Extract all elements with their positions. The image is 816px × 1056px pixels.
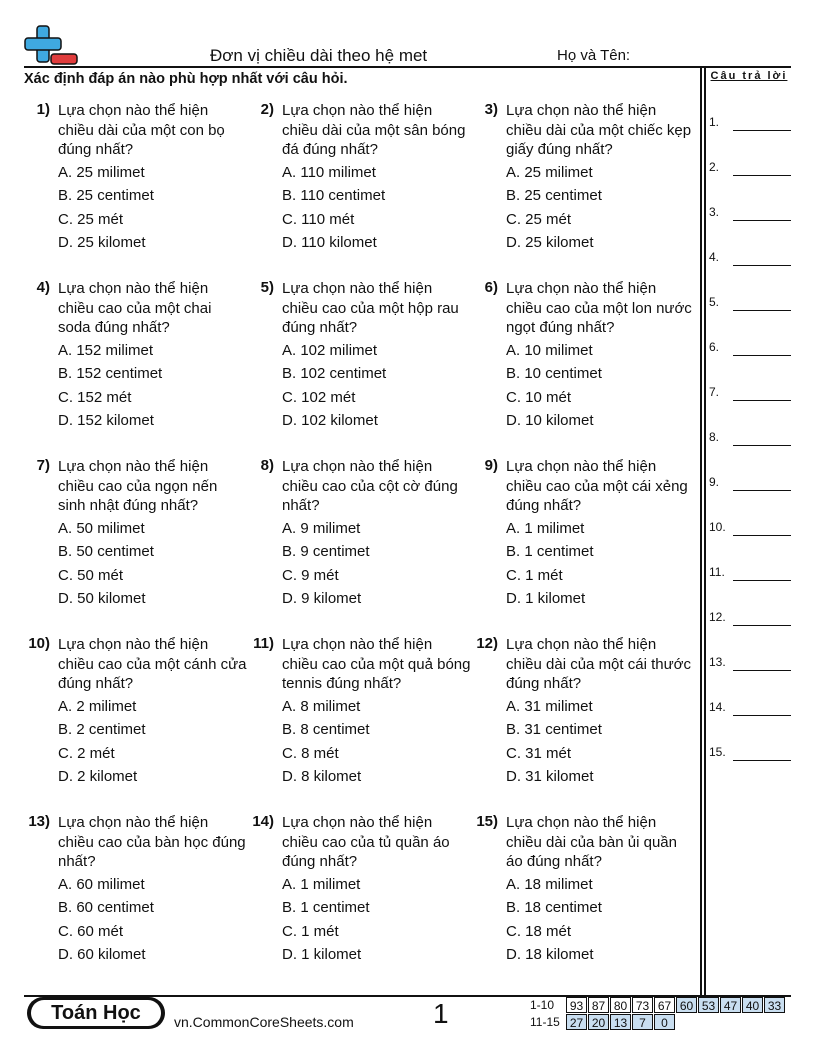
question-number: 3) <box>484 101 498 118</box>
question-number: 8) <box>260 457 274 474</box>
question-number: 13) <box>28 813 50 830</box>
answer-option: A. 8 milimet <box>282 698 361 715</box>
website-link[interactable]: vn.CommonCoreSheets.com <box>174 1014 354 1030</box>
answer-option: D. 18 kilomet <box>506 945 594 963</box>
answer-option: D. 60 kilomet <box>58 945 146 963</box>
answer-label: 3. <box>709 205 720 219</box>
answer-blank[interactable] <box>733 220 791 221</box>
answer-option: D. 152 kilomet <box>58 411 154 429</box>
answer-blank[interactable] <box>733 175 791 176</box>
answer-option: B. 1 centimet <box>506 543 594 561</box>
answer-blank[interactable] <box>733 670 791 671</box>
score-cell: 80 <box>610 997 631 1013</box>
answer-option: C. 31 mét <box>506 744 572 762</box>
question-number: 15) <box>476 813 498 830</box>
answer-option: A. 2 milimet <box>58 698 137 715</box>
page-number: 1 <box>433 998 449 1029</box>
answer-option: B. 18 centimet <box>506 899 602 917</box>
answer-option: B. 60 centimet <box>58 899 154 917</box>
question-number: 7) <box>36 457 50 474</box>
answer-blank[interactable] <box>733 625 791 626</box>
answer-column-divider <box>704 66 706 995</box>
question-text: Lựa chọn nào thể hiện chiều dài của một con bọ đúng nhất? <box>58 102 225 158</box>
question-number: 4) <box>36 279 50 296</box>
answer-option: D. 10 kilomet <box>506 411 594 429</box>
answer-option: B. 10 centimet <box>506 365 602 383</box>
answer-label: 2. <box>709 160 720 174</box>
answer-option: A. 25 milimet <box>58 164 145 181</box>
answer-option: B. 102 centimet <box>282 365 387 383</box>
answer-option: D. 25 kilomet <box>506 233 594 251</box>
answer-label: 12. <box>709 610 726 624</box>
answer-blank[interactable] <box>733 310 791 311</box>
answer-label: 11. <box>709 565 725 579</box>
answer-option: A. 50 milimet <box>58 520 145 537</box>
plus-minus-logo-icon <box>24 24 80 68</box>
answer-option: C. 1 mét <box>282 922 339 940</box>
question-text: Lựa chọn nào thể hiện chiều dài của một chiếc kẹp giấy đúng nhất? <box>506 102 692 158</box>
question-text: Lựa chọn nào thể hiện chiều cao của một lon nước ngọt đúng nhất? <box>506 280 692 336</box>
worksheet-title: Đơn vị chiều dài theo hệ met <box>210 46 428 65</box>
answer-blank[interactable] <box>733 445 791 446</box>
answer-option: A. 60 milimet <box>58 876 145 893</box>
answer-option: D. 8 kilomet <box>282 767 362 785</box>
score-cell: 67 <box>654 997 675 1013</box>
answer-label: 13. <box>709 655 726 669</box>
answer-column-divider <box>700 66 702 995</box>
score-cell: 33 <box>764 997 785 1013</box>
answer-label: 5. <box>709 295 720 309</box>
answer-option: B. 31 centimet <box>506 721 602 739</box>
answer-option: C. 8 mét <box>282 744 339 762</box>
answer-option: B. 9 centimet <box>282 543 370 561</box>
score-cell: 73 <box>632 997 653 1013</box>
question-text: Lựa chọn nào thể hiện chiều cao của một cái xẻng đúng nhất? <box>506 458 688 514</box>
answer-option: C. 102 mét <box>282 388 356 406</box>
answer-label: 1. <box>709 115 720 129</box>
answer-label: 8. <box>709 430 720 444</box>
question-text: Lựa chọn nào thể hiện chiều cao của một hộp rau đúng nhất? <box>282 280 459 336</box>
score-cell: 13 <box>610 1014 631 1030</box>
question-number: 6) <box>484 279 498 296</box>
question-text: Lựa chọn nào thể hiện chiều cao của một chai soda đúng nhất? <box>58 280 212 336</box>
answer-option: D. 2 kilomet <box>58 767 138 785</box>
answer-option: D. 1 kilomet <box>282 945 362 963</box>
answer-option: C. 25 mét <box>58 210 124 228</box>
answer-option: B. 110 centimet <box>282 187 386 205</box>
answer-option: C. 110 mét <box>282 210 355 228</box>
answer-option: D. 1 kilomet <box>506 589 586 607</box>
question-text: Lựa chọn nào thể hiện chiều dài của bàn ủi quần áo đúng nhất? <box>506 814 677 870</box>
question-number: 12) <box>476 635 498 652</box>
header-divider <box>24 66 791 68</box>
question-text: Lựa chọn nào thể hiện chiều cao của một quả bóng tennis đúng nhất? <box>282 636 471 692</box>
score-cell: 60 <box>676 997 697 1013</box>
answer-blank[interactable] <box>733 130 791 131</box>
question-number: 1) <box>36 101 50 118</box>
answer-option: C. 10 mét <box>506 388 572 406</box>
answer-label: 4. <box>709 250 720 264</box>
answer-blank[interactable] <box>733 490 791 491</box>
answer-option: B. 25 centimet <box>506 187 602 205</box>
answer-label: 15. <box>709 745 726 759</box>
answer-option: A. 102 milimet <box>282 342 378 359</box>
answer-option: D. 31 kilomet <box>506 767 594 785</box>
question-text: Lựa chọn nào thể hiện chiều cao của một cánh cửa đúng nhất? <box>58 636 247 692</box>
brand-badge <box>27 997 165 1029</box>
answer-label: 14. <box>709 700 726 714</box>
answer-option: B. 25 centimet <box>58 187 154 205</box>
question-number: 2) <box>260 101 274 118</box>
answer-option: A. 152 milimet <box>58 342 154 359</box>
score-cell: 7 <box>632 1014 653 1030</box>
score-cell: 87 <box>588 997 609 1013</box>
score-cell: 53 <box>698 997 719 1013</box>
question-text: Lựa chọn nào thể hiện chiều dài của một cái thước đúng nhất? <box>506 636 691 692</box>
answer-option: A. 1 milimet <box>506 520 585 537</box>
answer-label: 9. <box>709 475 720 489</box>
answer-blank[interactable] <box>733 715 791 716</box>
answer-option: D. 25 kilomet <box>58 233 146 251</box>
answer-blank[interactable] <box>733 760 791 761</box>
score-cell: 93 <box>566 997 587 1013</box>
score-range-label: 11-15 <box>530 1015 560 1029</box>
answer-blank[interactable] <box>733 535 791 536</box>
brand-label: Toán Học <box>31 1000 161 1026</box>
answer-option: D. 110 kilomet <box>282 233 377 251</box>
answer-label: 6. <box>709 340 720 354</box>
question-text: Lựa chọn nào thể hiện chiều dài của một sân bóng đá đúng nhất? <box>282 102 466 158</box>
question-text: Lựa chọn nào thể hiện chiều cao của tủ quần áo đúng nhất? <box>282 814 450 870</box>
answer-option: C. 9 mét <box>282 566 339 584</box>
instructions: Xác định đáp án nào phù hợp nhất với câu hỏi. <box>24 71 348 87</box>
answer-option: C. 152 mét <box>58 388 132 406</box>
answer-label: 10. <box>709 520 726 534</box>
answer-option: A. 10 milimet <box>506 342 593 359</box>
answer-option: C. 60 mét <box>58 922 124 940</box>
score-cell: 0 <box>654 1014 675 1030</box>
question-number: 14) <box>252 813 274 830</box>
answer-option: C. 1 mét <box>506 566 563 584</box>
answer-option: A. 31 milimet <box>506 698 593 715</box>
answer-option: B. 8 centimet <box>282 721 370 739</box>
answer-option: C. 25 mét <box>506 210 572 228</box>
answer-option: B. 1 centimet <box>282 899 370 917</box>
score-cell: 47 <box>720 997 741 1013</box>
question-text: Lựa chọn nào thể hiện chiều cao của ngọn nến sinh nhật đúng nhất? <box>58 458 218 514</box>
answer-option: B. 152 centimet <box>58 365 163 383</box>
answer-option: A. 25 milimet <box>506 164 593 181</box>
answer-option: C. 2 mét <box>58 744 115 762</box>
answer-blank[interactable] <box>733 580 791 581</box>
answer-blank[interactable] <box>733 265 791 266</box>
answer-option: D. 102 kilomet <box>282 411 378 429</box>
answer-option: A. 110 milimet <box>282 164 376 181</box>
answer-key-title: Câu trả lời <box>710 70 788 82</box>
question-text: Lựa chọn nào thể hiện chiều cao của bàn học đúng nhất? <box>58 814 246 870</box>
score-cell: 40 <box>742 997 763 1013</box>
question-number: 9) <box>484 457 498 474</box>
answer-option: D. 50 kilomet <box>58 589 146 607</box>
answer-option: D. 9 kilomet <box>282 589 362 607</box>
answer-option: B. 2 centimet <box>58 721 146 739</box>
answer-option: B. 50 centimet <box>58 543 154 561</box>
answer-option: A. 18 milimet <box>506 876 593 893</box>
question-text: Lựa chọn nào thể hiện chiều cao của cột cờ đúng nhất? <box>282 458 458 514</box>
answer-option: C. 18 mét <box>506 922 572 940</box>
answer-option: A. 9 milimet <box>282 520 361 537</box>
question-number: 11) <box>253 635 274 652</box>
score-cell: 27 <box>566 1014 587 1030</box>
score-cell: 20 <box>588 1014 609 1030</box>
answer-blank[interactable] <box>733 400 791 401</box>
question-number: 10) <box>28 635 50 652</box>
score-range-label: 1-10 <box>530 998 555 1012</box>
answer-blank[interactable] <box>733 355 791 356</box>
answer-label: 7. <box>709 385 720 399</box>
question-number: 5) <box>260 279 274 296</box>
answer-option: C. 50 mét <box>58 566 124 584</box>
answer-option: A. 1 milimet <box>282 876 361 893</box>
name-label: Họ và Tên: <box>557 47 631 64</box>
